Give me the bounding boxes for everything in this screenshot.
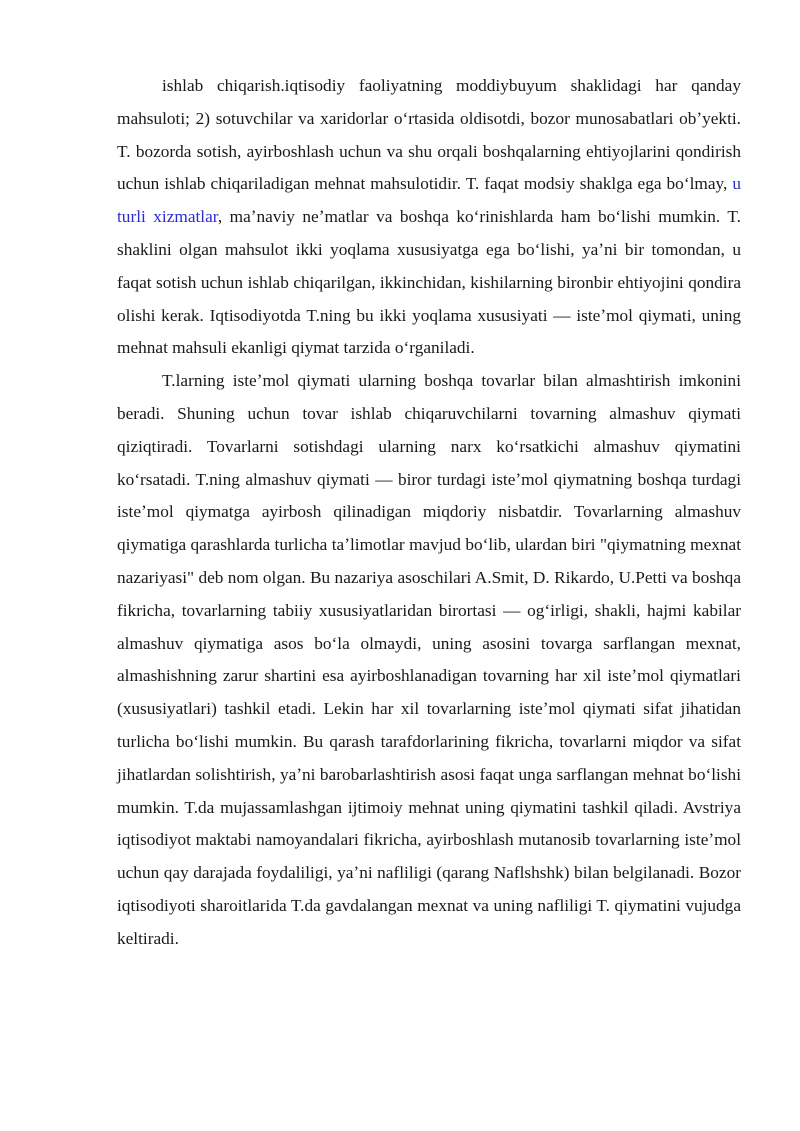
paragraph-1-text-end: , maʼnaviy neʼmatlar va boshqa koʻrinishlarda ham boʻlishi mumkin. T. shaklini olgan mahsulot ikki yoqlama xususiyatga ega boʻlishi, yaʼni bir tomondan, u faqat sotish uchun ishlab chiqarilgan, ikkinchidan, kishilarning bironbir ehtiyojini qondira olishi kerak. Iqtisodiyotda T.ning bu ikki yoqlama xususiyati — isteʼmol qiymati, uning mehnat mahsuli ekanligi qiymat tarzida oʻrganiladi. [117, 207, 741, 358]
paragraph-1 [117, 70, 741, 365]
document-body [117, 70, 741, 956]
xizmatlar-link[interactable]: u turli xizmatlar [117, 174, 741, 227]
paragraph-2: T.larning isteʼmol qiymati ularning boshqa tovarlar bilan almashtirish imkonini beradi. Shuning uchun tovar ishlab chiqaruvchilarni tovarning almashuv qiymati qiziqtiradi. Tovarlarni sotishdagi ularning narx koʻrsatkichi almashuv qiymatini koʻrsatadi. T.ning almashuv qiymati — biror turdagi isteʼmol qiymatning boshqa turdagi isteʼmol qiymatga ayirbosh qilinadigan miqdoriy nisbatdir. Tovarlarning almashuv qiymatiga qarashlarda turlicha taʼlimotlar mavjud boʻlib, ulardan biri "qiymatning mexnat nazariyasi" deb nom olgan. Bu nazariya asoschilari A.Smit, D. Rikardo, U.Petti va boshqa fikricha, tovarlarning tabiiy xususiyatlaridan birortasi — ogʻirligi, shakli, hajmi kabilar almashuv qiymatiga asos boʻla olmaydi, uning asosini tovarga sarflangan mexnat, almashishning zarur shartini esa ayirboshlanadigan tovarning har xil isteʼmol qiymatlari (xususiyatlari) tashkil etadi. Lekin har xil tovarlarning isteʼmol qiymati sifat jihatidan turlicha boʻlishi mumkin. Bu qarash tarafdorlarining fikricha, tovarlarni miqdor va sifat jihatlardan solishtirish, yaʼni barobarlashtirish asosi faqat unga sarflangan mehnat boʻlishi mumkin. T.da mujassamlashgan ijtimoiy mehnat uning qiymatini tashkil qiladi. Avstriya iqtisodiyot maktabi namoyandalari fikricha, ayirboshlash mutanosib tovarlarning isteʼmol uchun qay darajada foydaliligi, yaʼni nafliligi (qarang Naflshshk) bilan belgilanadi. Bozor iqtisodiyoti sharoitlarida T.da gavdalangan mexnat va uning nafliligi T. qiymatini vujudga keltiradi. [117, 371, 741, 948]
paragraph-1-text-start: ishlab chiqarish.iqtisodiy faoliyatning moddiybuyum shaklidagi har qanday mahsuloti; 2) sotuvchilar va xaridorlar oʻrtasida oldisotdi, bozor munosabatlari obʼyekti. T. bozorda sotish, ayirboshlash uchun va shu orqali boshqalarning ehtiyojlarini qondirish uchun ishlab chiqariladigan mehnat mahsulotidir. T. faqat modsiy shaklga ega boʻlmay, [117, 76, 741, 194]
